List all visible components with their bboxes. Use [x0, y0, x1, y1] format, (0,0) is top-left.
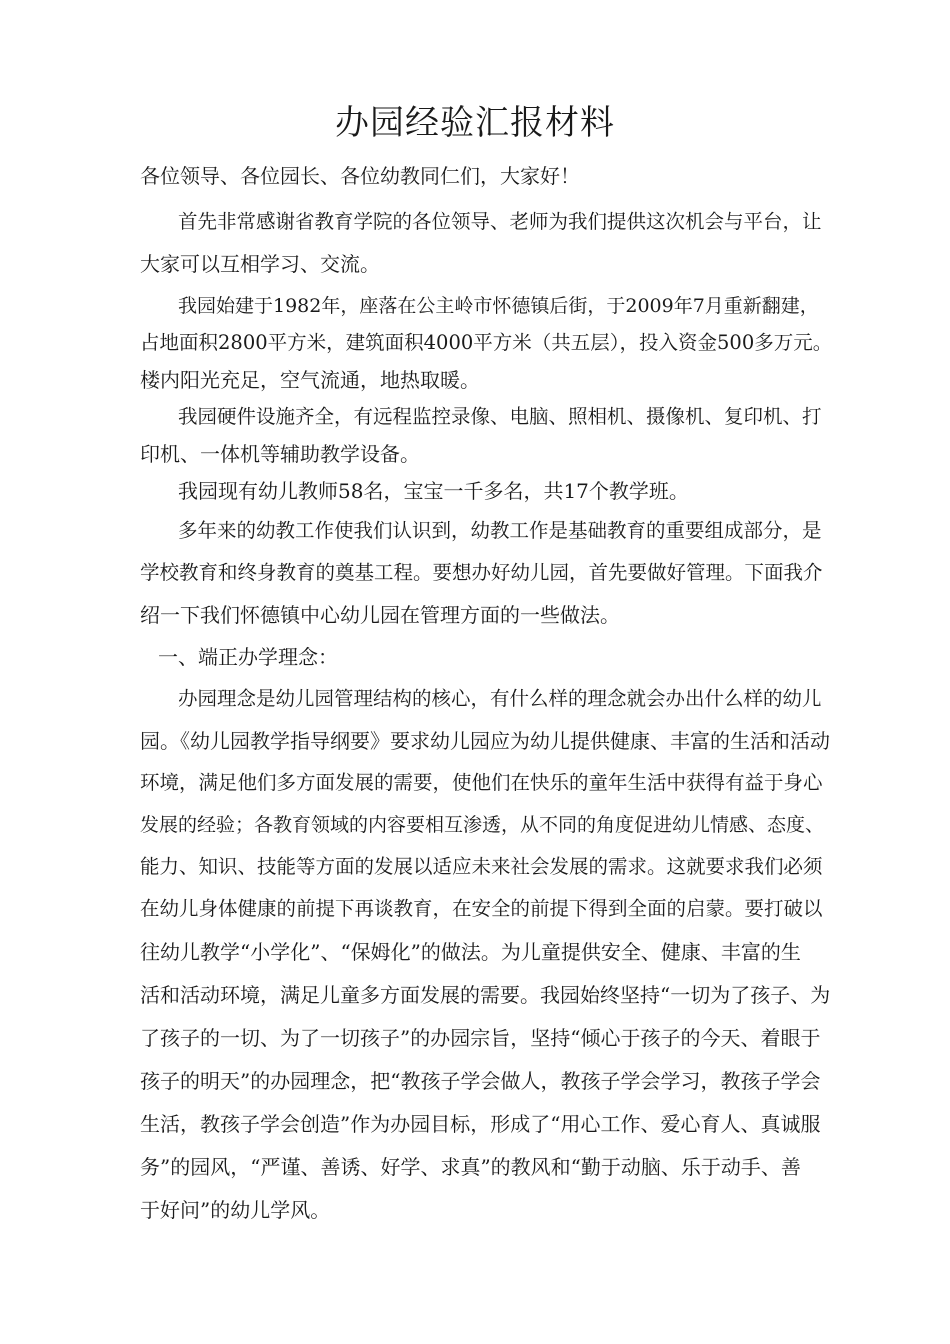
- paragraph-line: 首先非常感谢省教育学院的各位领导、老师为我们提供这次机会与平台，让: [178, 210, 822, 233]
- paragraph-line: 占地面积2800平方米，建筑面积4000平方米（共五层），投入资金500多万元。: [140, 331, 833, 354]
- greeting-line: 各位领导、各位园长、各位幼教同仁们，大家好！: [140, 164, 580, 188]
- paragraph-line: 活和活动环境，满足儿童多方面发展的需要。我园始终坚持“一切为了孩子、为: [140, 983, 831, 1007]
- paragraph-line: 我园始建于1982年，座落在公主岭市怀德镇后街，于2009年7月重新翻建，: [178, 295, 819, 317]
- paragraph-line: 园。《幼儿园教学指导纲要》要求幼儿园应为幼儿提供健康、丰富的生活和活动: [140, 729, 830, 753]
- paragraph-line: 能力、知识、技能等方面的发展以适应未来社会发展的需求。这就要求我们必须: [140, 855, 823, 878]
- paragraph-line: 务”的园风，“严谨、善诱、好学、求真”的教风和“勤于动脑、乐于动手、善: [140, 1155, 801, 1179]
- paragraph-line: 于好问”的幼儿学风。: [140, 1198, 331, 1222]
- paragraph-line: 多年来的幼教工作使我们认识到，幼教工作是基础教育的重要组成部分，是: [178, 519, 822, 542]
- paragraph-line: 孩子的明天”的办园理念，把“教孩子学会做人，教孩子学会学习，教孩子学会: [140, 1069, 821, 1093]
- paragraph-line: 我园现有幼儿教师58名，宝宝一千多名，共17个教学班。: [178, 479, 689, 503]
- section-heading: 一、端正办学理念：: [158, 645, 338, 669]
- paragraph-line: 发展的经验；各教育领域的内容要相互渗透，从不同的角度促进幼儿情感、态度、: [140, 814, 825, 836]
- document-title: 办园经验汇报材料: [335, 103, 615, 143]
- paragraph-line: 环境，满足他们多方面发展的需要，使他们在快乐的童年生活中获得有益于身心: [140, 771, 823, 794]
- paragraph-line: 了孩子的一切、为了一切孩子”的办园宗旨，坚持“倾心于孩子的今天、着眼于: [140, 1026, 821, 1050]
- paragraph-line: 楼内阳光充足，空气流通，地热取暖。: [140, 368, 480, 392]
- paragraph-line: 绍一下我们怀德镇中心幼儿园在管理方面的一些做法。: [140, 603, 620, 627]
- paragraph-line: 生活，教孩子学会创造”作为办园目标，形成了“用心工作、爱心育人、真诚服: [140, 1112, 821, 1136]
- paragraph-line: 学校教育和终身教育的奠基工程。要想办好幼儿园，首先要做好管理。下面我介: [140, 561, 823, 584]
- paragraph-line: 大家可以互相学习、交流。: [140, 252, 380, 276]
- paragraph-line: 办园理念是幼儿园管理结构的核心，有什么样的理念就会办出什么样的幼儿: [178, 687, 822, 710]
- paragraph-line: 我园硬件设施齐全，有远程监控录像、电脑、照相机、摄像机、复印机、打: [178, 405, 822, 428]
- paragraph-line: 在幼儿身体健康的前提下再谈教育，在安全的前提下得到全面的启蒙。要打破以: [140, 897, 823, 920]
- paragraph-line: 往幼儿教学“小学化”、“保姆化”的做法。为儿童提供安全、健康、丰富的生: [140, 940, 801, 964]
- paragraph-line: 印机、一体机等辅助教学设备。: [140, 442, 420, 466]
